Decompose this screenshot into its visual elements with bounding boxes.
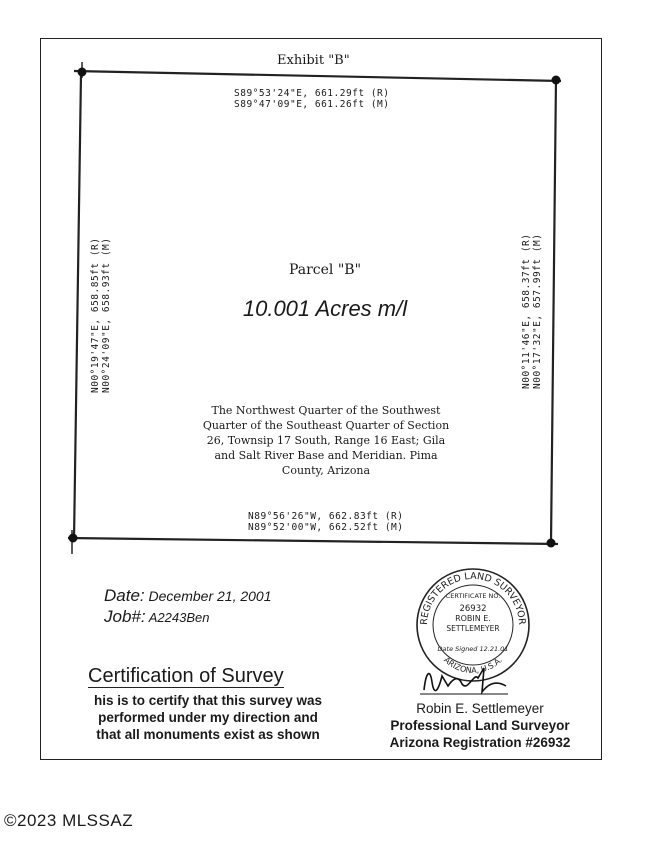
south-boundary-line	[68, 538, 558, 544]
certification-line-1: his is to certify that this survey was	[93, 693, 323, 708]
surveyor-block	[360, 700, 600, 751]
copyright-watermark: ©2023 MLSSAZ	[4, 811, 134, 830]
certification-line-3: that all monuments exist as shown	[96, 727, 320, 742]
exhibit-title: Exhibit "B"	[277, 53, 350, 68]
west-bearing-measured: N00°24'09"E, 658.93ft (M)	[101, 237, 112, 393]
date-label: Date:	[104, 586, 145, 605]
south-bearings	[248, 511, 404, 533]
surveyor-signature	[418, 662, 510, 698]
south-bearing-record: N89°56'26"W, 662.83ft (R)	[248, 511, 404, 522]
monument-sw-icon	[69, 534, 78, 543]
job-value: A2243Ben	[148, 610, 210, 625]
seal-number: 26932	[459, 604, 487, 614]
north-bearing-measured: S89°47'09"E, 661.26ft (M)	[234, 99, 390, 110]
north-bearing-record: S89°53'24"E, 661.29ft (R)	[234, 88, 390, 99]
certification-line-2: performed under my direction and	[98, 710, 318, 725]
date-line	[104, 586, 272, 606]
seal-state-text: ARIZONA, U.S.A.	[442, 655, 504, 676]
surveyor-name: Robin E. Settlemeyer	[416, 701, 544, 716]
monument-ne-icon	[552, 76, 561, 85]
seal-cert-label: CERTIFICATE NO.	[445, 592, 501, 600]
certification-statement	[68, 692, 348, 743]
seal-last-name: SETTLEMEYER	[446, 624, 500, 633]
date-value: December 21, 2001	[148, 588, 272, 604]
monument-se-icon	[547, 539, 556, 548]
parcel-name: Parcel "B"	[288, 262, 362, 278]
surveyor-registration: Arizona Registration #26932	[389, 735, 571, 750]
certification-title	[88, 665, 284, 688]
seal-date-signed: Date Signed 12.21.01	[437, 645, 509, 653]
west-bearing-record: N00°19'47"E, 658.85ft (R)	[90, 237, 101, 393]
parcel-acreage: 10.001 Acres m/l	[242, 296, 408, 321]
job-line	[104, 607, 209, 627]
east-bearing-measured: N00°17'32"E, 657.99ft (M)	[532, 233, 543, 389]
north-bearings	[234, 88, 390, 110]
seal-ring-text: REGISTERED LAND SURVEYOR	[418, 570, 528, 626]
monument-nw-icon	[78, 68, 87, 77]
surveyor-title: Professional Land Surveyor	[390, 718, 570, 733]
north-boundary-line	[74, 71, 561, 81]
certification-title-text: Certification of Survey	[88, 665, 284, 687]
job-label: Job#:	[104, 607, 146, 626]
legal-description: The Northwest Quarter of the Southwest Quarter of the Southeast Quarter of Section 26, Townsip 17 South, Range 16 East; Gila and Salt River Base and Meridian. Pima County, Arizona	[202, 404, 450, 477]
south-bearing-measured: N89°52'00"W, 662.52ft (M)	[248, 522, 404, 533]
east-bearing-record: N00°11'46"E, 658.37ft (R)	[521, 233, 532, 389]
seal-first-name: ROBIN E.	[455, 614, 491, 623]
